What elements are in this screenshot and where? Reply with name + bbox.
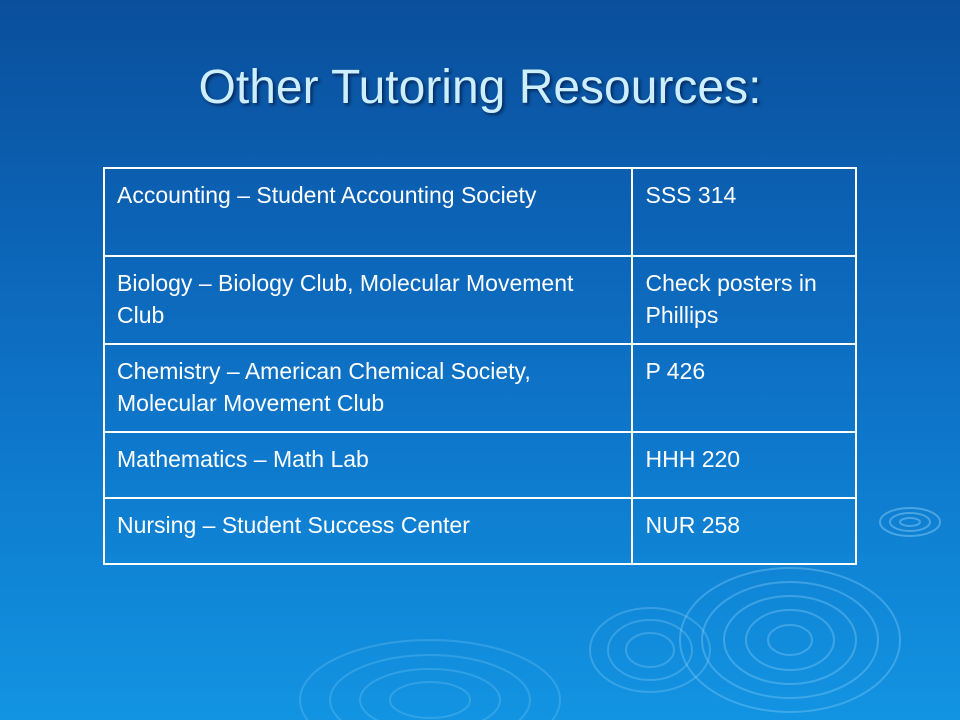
subject-cell: Biology – Biology Club, Molecular Movement Club — [104, 256, 632, 344]
subject-cell: Nursing – Student Success Center — [104, 498, 632, 564]
subject-cell: Mathematics – Math Lab — [104, 432, 632, 498]
slide-title: Other Tutoring Resources: — [198, 61, 762, 114]
subject-cell: Chemistry – American Chemical Society, Molecular Movement Club — [104, 344, 632, 432]
subject-cell: Accounting – Student Accounting Society — [104, 168, 632, 256]
table-row — [104, 344, 856, 432]
location-cell: P 426 — [632, 344, 856, 432]
table-row — [104, 168, 856, 256]
location-cell: NUR 258 — [632, 498, 856, 564]
table-row — [104, 432, 856, 498]
table-row — [104, 256, 856, 344]
location-cell: Check posters in Phillips — [632, 256, 856, 344]
location-cell: SSS 314 — [632, 168, 856, 256]
tutoring-resources-table — [103, 167, 857, 565]
table-row — [104, 498, 856, 564]
location-cell: HHH 220 — [632, 432, 856, 498]
